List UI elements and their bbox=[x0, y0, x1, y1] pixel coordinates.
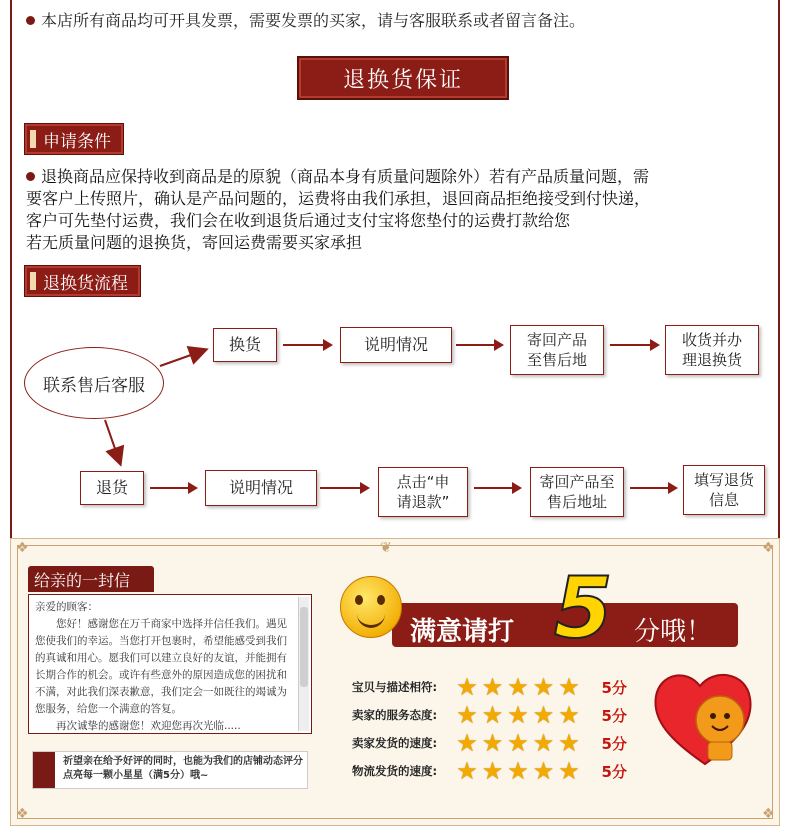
corner-ornament-icon: ❖ bbox=[16, 540, 29, 556]
star-icon[interactable]: ★ bbox=[558, 673, 580, 701]
star-icon[interactable]: ★ bbox=[532, 701, 555, 729]
rating-row bbox=[352, 757, 627, 785]
letter-body: 您好！感谢您在万千商家中选择并信任我们。遇见您使我们的幸运。当您打开包裹时，希望能感受到我们的真诚和用心。愿我们可以建立良好的友谊，并能拥有长期合作的机会。或许有些意外的原因造成您的困扰和不满，对此我们深表歉意，我们定会一如既往的竭诚为您服务，给您一个满意的答复。 bbox=[35, 618, 287, 715]
flow-arrow bbox=[283, 344, 325, 346]
flow-refund-step-2: 说明情况 bbox=[205, 470, 317, 506]
rating-score: 5分 bbox=[601, 762, 627, 781]
star-icon[interactable]: ★ bbox=[481, 757, 504, 785]
flow-exchange-step-1: 换货 bbox=[213, 328, 277, 362]
rating-banner-right: 分哦！ bbox=[634, 617, 713, 647]
corner-ornament-icon: ❖ bbox=[762, 540, 775, 556]
flow-exchange-step-3: 寄回产品 至售后地 bbox=[510, 325, 604, 375]
star-icon[interactable]: ★ bbox=[558, 729, 580, 757]
smiley-icon bbox=[340, 576, 402, 638]
letter-box[interactable] bbox=[28, 594, 312, 734]
rating-banner-left: 满意请打 bbox=[410, 617, 515, 647]
star-icon[interactable]: ★ bbox=[507, 757, 529, 785]
flow-arrow bbox=[610, 344, 652, 346]
flow-exchange-step-2: 说明情况 bbox=[340, 327, 452, 363]
note-tab bbox=[33, 752, 55, 788]
connector-to-exchange bbox=[160, 350, 205, 366]
apply-line: 要客户上传照片，确认是产品问题的，运费将由我们承担，退回商品拒绝接受到付快递， bbox=[26, 189, 651, 208]
heart-mascot-icon bbox=[650, 662, 760, 772]
flow-arrow bbox=[474, 487, 514, 489]
rating-label: 宝贝与描述相符: bbox=[352, 680, 438, 694]
rating-row bbox=[352, 673, 627, 701]
letter-closing: 再次诚挚的感谢您！欢迎您再次光临..... bbox=[56, 720, 241, 732]
star-icon[interactable]: ★ bbox=[532, 729, 555, 757]
star-icon[interactable]: ★ bbox=[558, 757, 580, 785]
rating-banner-number: 5 bbox=[554, 559, 613, 657]
letter-greeting: 亲爱的顾客： bbox=[35, 601, 98, 613]
apply-line: 若无质量问题的退换货，寄回运费需要买家承担 bbox=[26, 233, 363, 252]
star-icon[interactable]: ★ bbox=[507, 729, 529, 757]
star-icon[interactable]: ★ bbox=[481, 729, 504, 757]
connector-to-refund bbox=[105, 420, 120, 463]
flow-refund-step-1: 退货 bbox=[80, 471, 144, 505]
corner-ornament-icon: ❖ bbox=[762, 806, 775, 822]
apply-line: 客户可先垫付运费，我们会在收到退货后通过支付宝将您垫付的运费打款给您 bbox=[26, 211, 571, 230]
apply-line: 退换商品应保持收到商品是的原貌（商品本身有质量问题除外）若有产品质量问题，需 bbox=[26, 166, 780, 188]
top-ornament-icon: ❦ bbox=[380, 540, 392, 556]
star-icon[interactable]: ★ bbox=[507, 701, 529, 729]
rating-note bbox=[32, 751, 308, 789]
rating-note-text: 祈望亲在给予好评的同时，也能为我们的店铺动态评分点亮每一颗小星星（满5分）哦~ bbox=[63, 756, 303, 781]
flow-refund-step-5: 填写退货 信息 bbox=[683, 465, 765, 515]
star-icon[interactable]: ★ bbox=[456, 673, 478, 701]
rating-label: 卖家发货的速度: bbox=[352, 736, 438, 750]
scrollbar-thumb[interactable] bbox=[300, 607, 308, 687]
rating-score: 5分 bbox=[601, 678, 627, 697]
star-icon[interactable]: ★ bbox=[481, 673, 504, 701]
star-icon[interactable]: ★ bbox=[456, 757, 478, 785]
rating-score: 5分 bbox=[601, 734, 627, 753]
flow-start-contact-service: 联系售后客服 bbox=[24, 347, 164, 419]
rating-row bbox=[352, 701, 627, 729]
letter-scrollbar[interactable] bbox=[298, 597, 309, 731]
star-icon[interactable]: ★ bbox=[532, 757, 555, 785]
star-icon[interactable]: ★ bbox=[507, 673, 529, 701]
flow-arrow bbox=[150, 487, 190, 489]
star-icon[interactable]: ★ bbox=[456, 729, 478, 757]
flow-arrow bbox=[630, 487, 670, 489]
flow-exchange-step-4: 收货并办 理退换货 bbox=[665, 325, 759, 375]
section-apply-text: 申请条件 bbox=[43, 131, 111, 152]
section-flow-text: 退换货流程 bbox=[43, 273, 128, 294]
flow-arrow bbox=[456, 344, 496, 346]
star-icon[interactable]: ★ bbox=[558, 701, 580, 729]
flow-arrow bbox=[320, 487, 362, 489]
rating-label: 物流发货的速度: bbox=[352, 764, 438, 778]
rating-score: 5分 bbox=[601, 706, 627, 725]
flow-refund-step-3: 点击“申 请退款” bbox=[378, 467, 468, 517]
rating-row bbox=[352, 729, 627, 757]
invoice-notice-text: 本店所有商品均可开具发票，需要发票的买家，请与客服联系或者留言备注。 bbox=[41, 11, 586, 30]
star-icon[interactable]: ★ bbox=[456, 701, 478, 729]
rating-label: 卖家的服务态度: bbox=[352, 708, 438, 722]
corner-ornament-icon: ❖ bbox=[16, 806, 29, 822]
star-icon[interactable]: ★ bbox=[532, 673, 555, 701]
star-icon[interactable]: ★ bbox=[481, 701, 504, 729]
letter-title: 给亲的一封信 bbox=[28, 566, 154, 592]
main-title: 退换货保证 bbox=[297, 56, 509, 100]
flow-refund-step-4: 寄回产品至 售后地址 bbox=[530, 467, 624, 517]
